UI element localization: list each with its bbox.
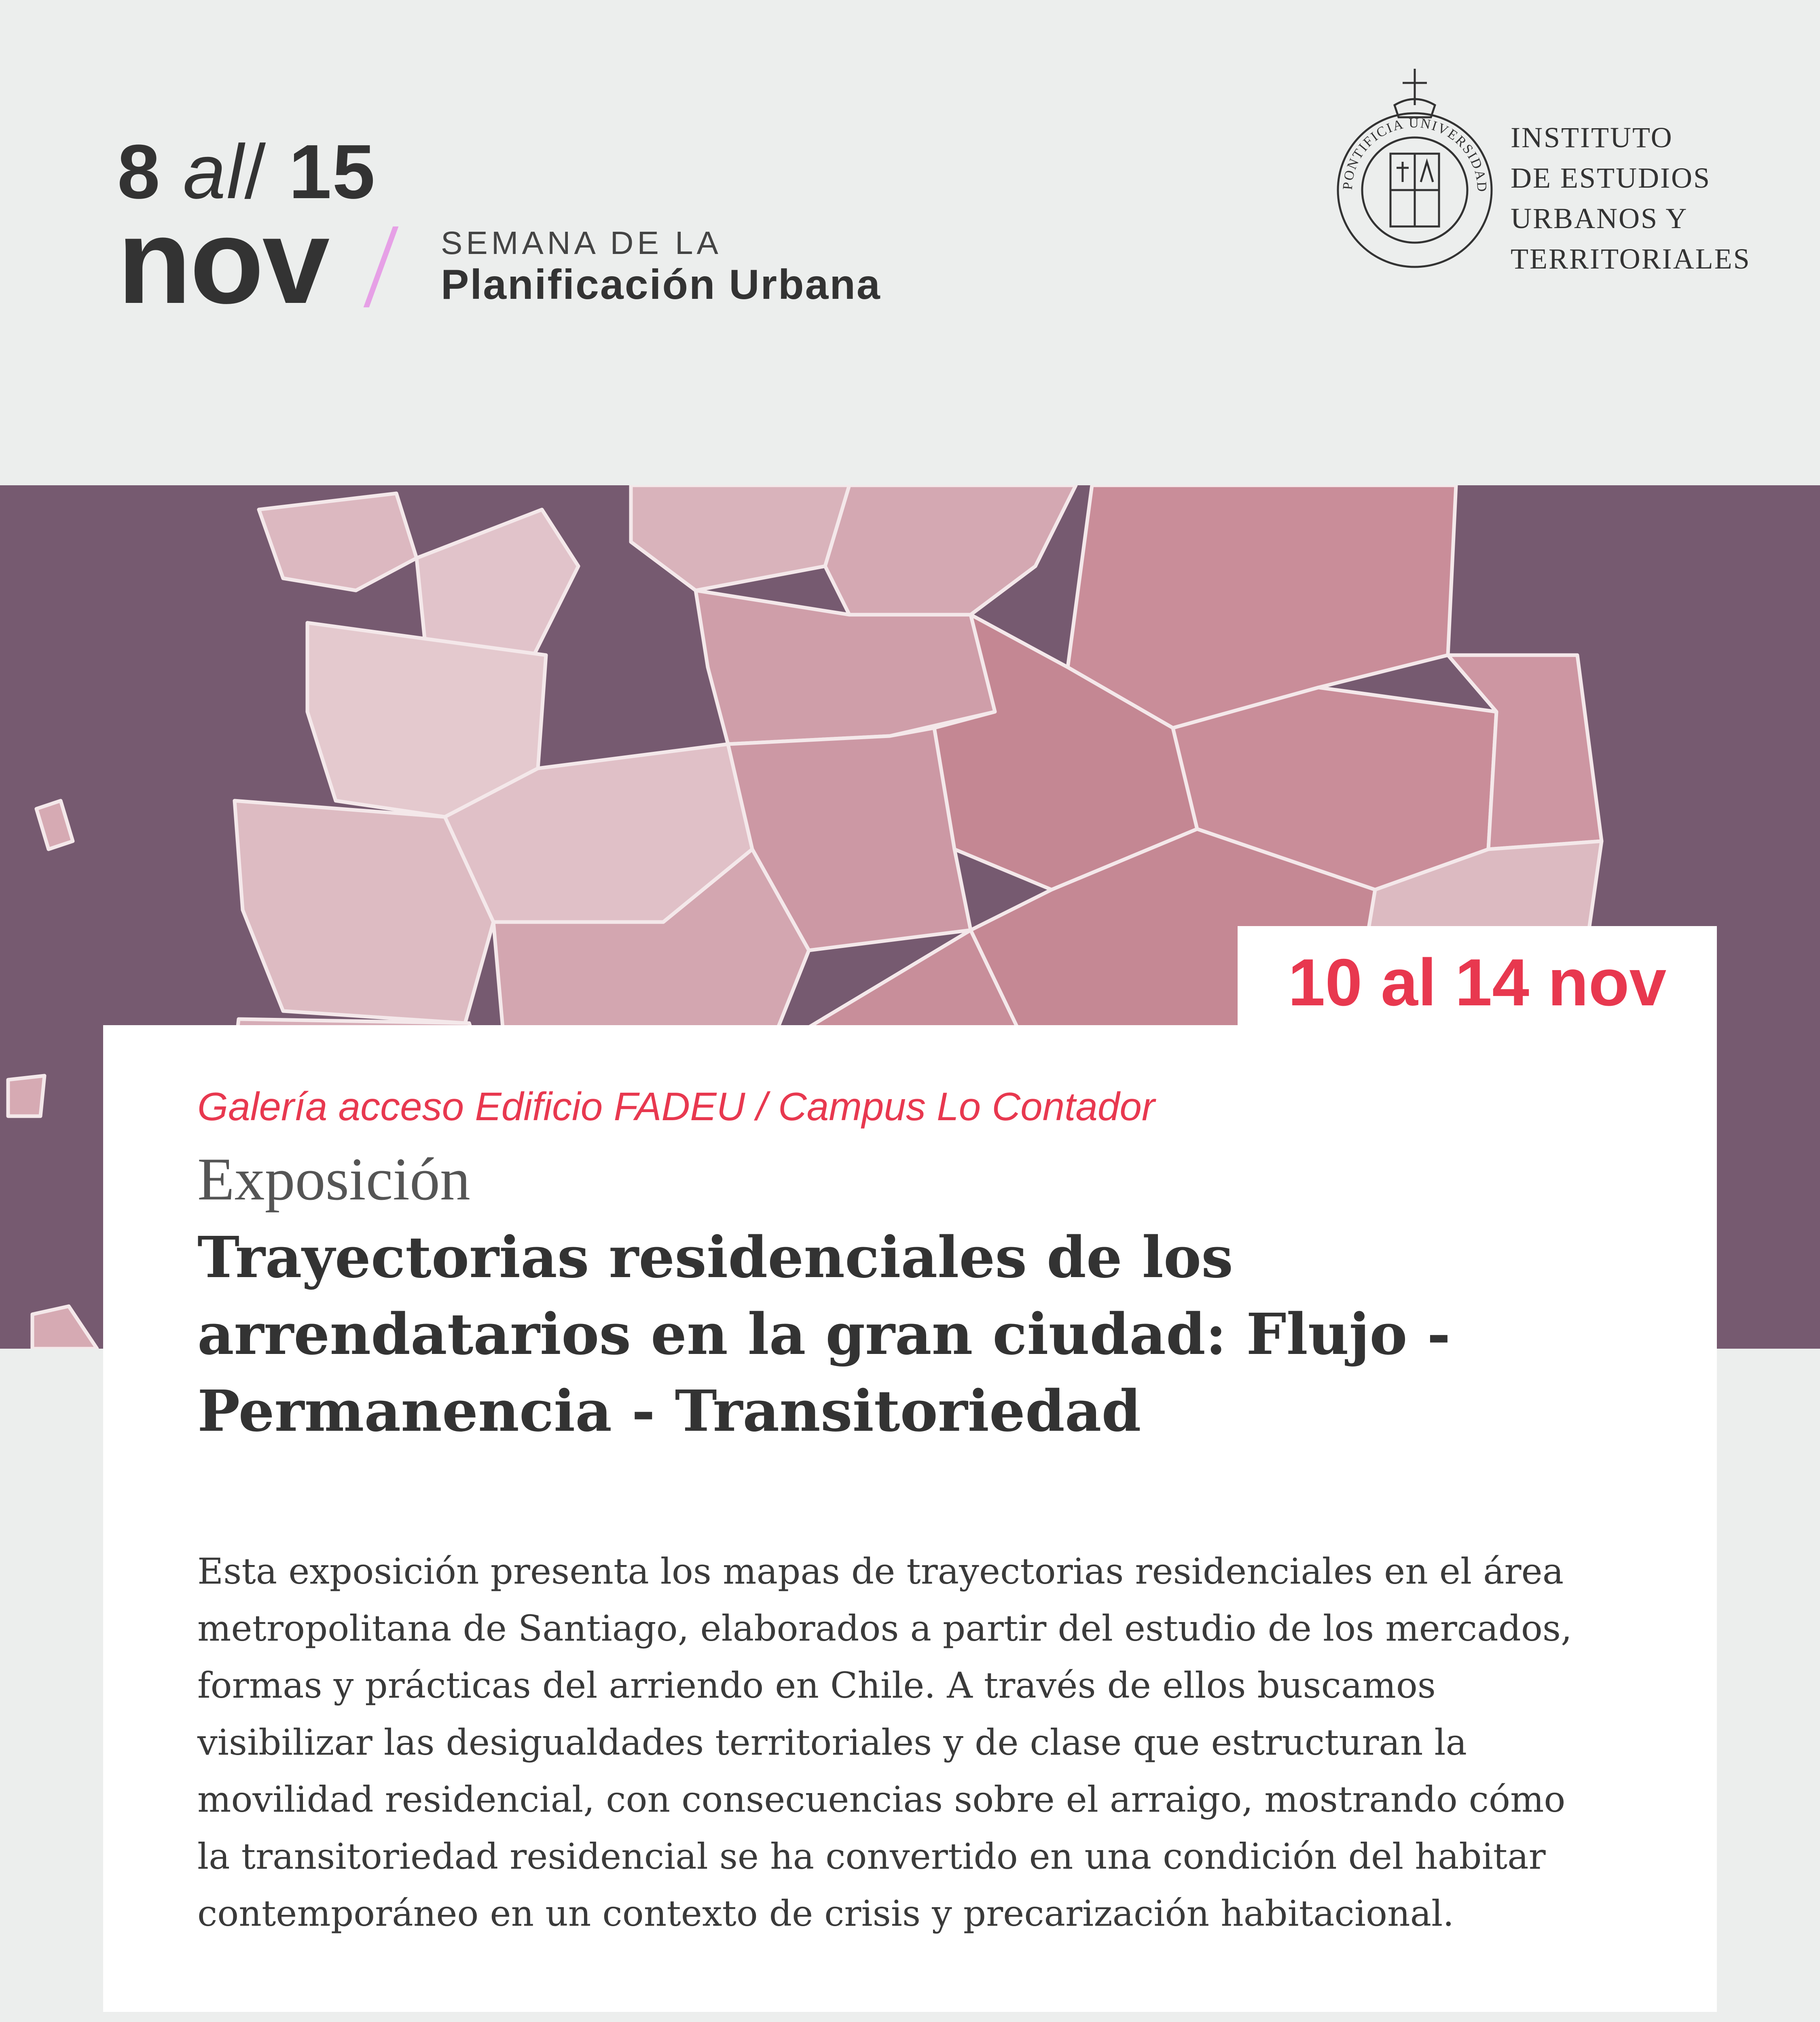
description-line: formas y prácticas del arriendo en Chile. A través de ellos buscamos bbox=[197, 1665, 1436, 1706]
description-line: contemporáneo en un contexto de crisis y precarización habitacional. bbox=[197, 1893, 1454, 1934]
map-district bbox=[259, 493, 417, 590]
map-district bbox=[417, 510, 578, 655]
title-line: arrendatarios en la gran ciudad: Flujo - bbox=[197, 1301, 1451, 1368]
description-line: la transitoriedad residencial se ha convertido en una condición del habitar bbox=[197, 1836, 1546, 1877]
svg-text:PONTIFICIA UNIVERSIDAD CATÓLIC bbox=[1334, 61, 1489, 193]
map-district bbox=[8, 1076, 44, 1116]
title-line: Trayectorias residenciales de los bbox=[197, 1225, 1234, 1291]
institute-name-line: DE ESTUDIOS bbox=[1511, 162, 1711, 194]
date-start: 8 bbox=[117, 129, 161, 215]
event-kicker: SEMANA DE LA bbox=[441, 225, 722, 261]
event-dates bbox=[117, 129, 376, 329]
institute-name-line: URBANOS Y bbox=[1511, 202, 1688, 235]
map-district bbox=[1068, 485, 1456, 728]
institute-name-line: TERRITORIALES bbox=[1511, 243, 1751, 275]
date-badge-text: 10 al 14 nov bbox=[1288, 945, 1667, 1019]
date-end: 15 bbox=[288, 129, 376, 215]
map-district bbox=[825, 485, 1076, 615]
map-district bbox=[631, 485, 849, 590]
date-separator: al bbox=[183, 129, 245, 215]
title-line: Permanencia - Transitoriedad bbox=[197, 1378, 1141, 1445]
university-seal-icon bbox=[1334, 61, 1496, 279]
map-district bbox=[36, 801, 73, 849]
exhibition-description bbox=[197, 1543, 1653, 1942]
institute-name-line: INSTITUTO bbox=[1511, 121, 1673, 154]
event-name: Planificación Urbana bbox=[441, 261, 881, 308]
description-line: metropolitana de Santiago, elaborados a partir del estudio de los mercados, bbox=[197, 1607, 1572, 1649]
exhibition-title bbox=[197, 1219, 1653, 1450]
description-line: Esta exposición presenta los mapas de trayectorias residenciales en el área bbox=[197, 1550, 1564, 1592]
map-district bbox=[32, 1306, 97, 1349]
institute-name bbox=[1511, 117, 1751, 279]
venue: Galería acceso Edificio FADEU / Campus Lo Contador bbox=[197, 1084, 1155, 1129]
date-month: nov bbox=[117, 193, 328, 329]
event-kind: Exposición bbox=[197, 1146, 470, 1213]
date-range: 8 al/ 15 bbox=[117, 129, 376, 215]
map-district bbox=[696, 590, 995, 744]
seal-text: PONTIFICIA UNIVERSIDAD bbox=[1340, 115, 1490, 193]
description-line: visibilizar las desigualdades territoriales y de clase que estructuran la bbox=[197, 1722, 1467, 1763]
description-line: movilidad residencial, con consecuencias sobre el arraigo, mostrando cómo bbox=[197, 1779, 1566, 1820]
